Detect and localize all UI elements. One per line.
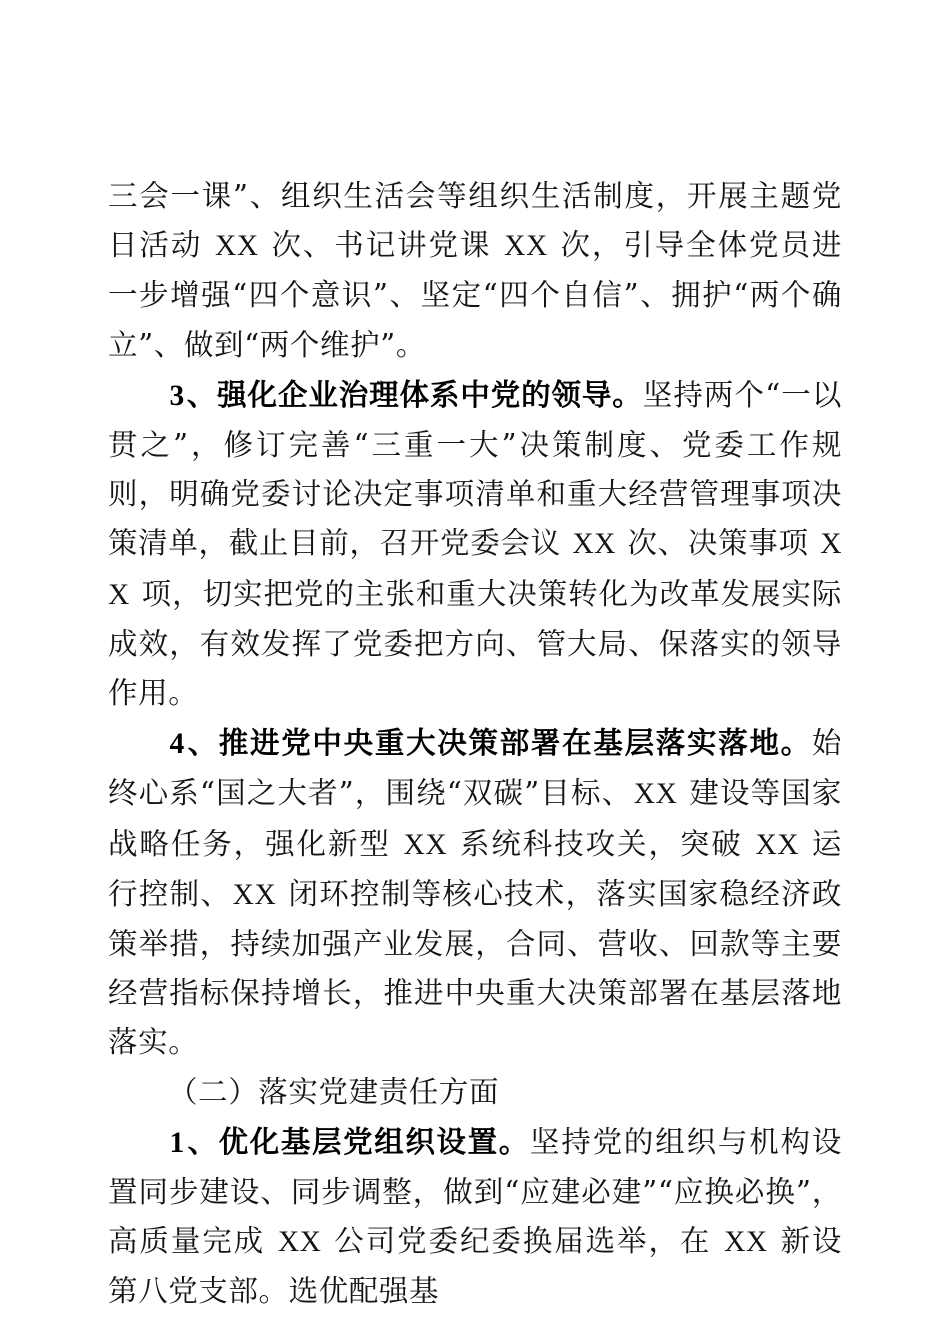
latin-run: XX (403, 828, 448, 861)
latin-run: XX (755, 828, 800, 861)
latin-run: XX (232, 878, 277, 911)
latin-run: XX (633, 778, 678, 811)
latin-run: XX (108, 528, 842, 611)
latin-run: 3 (169, 379, 185, 412)
paragraph-item-4-lead: 4、推进党中央重大决策部署在基层落实落地。 (169, 725, 812, 761)
paragraph-section-heading-two: （二）落实党建责任方面 (168, 1074, 500, 1109)
paragraph-item-1-lead: 1、优化基层党组织设置。 (169, 1123, 530, 1159)
paragraph-item-1-body: 坚持党的组织与机构设置同步建设、同步调整，做到“应建必建”“应换必换”，高质量完成 XX 公司党委纪委换届选举，在 XX 新设第八党支部。选优配强基 (108, 1124, 842, 1309)
latin-run: XX (504, 230, 548, 263)
paragraph-item-3-body: 坚持两个“一以贯之”，修订完善“三重一大”决策制度、党委工作规则，明确党委讨论决定事项清单和重大经营管理事项决策清单，截止目前，召开党委会议 XX 次、决策事项 XX 项，切实把党的主张和重大决策转化为改革发展实际成效，有效发挥了党委把方向、管大局、保落实的领导作用。 (108, 377, 842, 711)
paragraph-item-3 (108, 370, 842, 718)
paragraph-item-1 (108, 1117, 842, 1317)
document-text-body (108, 172, 842, 1317)
latin-run: 4 (169, 728, 185, 761)
latin-run: XX (277, 1226, 322, 1259)
paragraph-item-4-body: 始终心系“国之大者”，围绕“双碳”目标、XX 建设等国家战略任务，强化新型 XX 系统科技攻关，突破 XX 运行控制、XX 闭环控制等核心技术，落实国家稳经济政策举措，持续加强产业发展，合同、营收、回款等主要经营指标保持增长，推进中央重大决策部署在基层落地落实。 (108, 726, 843, 1060)
paragraph-item-4 (108, 718, 842, 1067)
latin-run: XX (724, 1226, 768, 1259)
latin-run: XX (572, 528, 616, 561)
latin-run: 1 (169, 1126, 185, 1159)
latin-run: XX (215, 230, 259, 263)
paragraph-continuation-san-hui-yi-ke: 三会一课”、组织生活会等组织生活制度，开展主题党日活动 XX 次、书记讲党课 XX 次，引导全体党员进一步增强“四个意识”、坚定“四个自信”、拥护“两个确立”、做到“两个维护”。 (108, 179, 842, 362)
paragraph-item-3-lead: 3、强化企业治理体系中党的领导。 (169, 376, 643, 412)
